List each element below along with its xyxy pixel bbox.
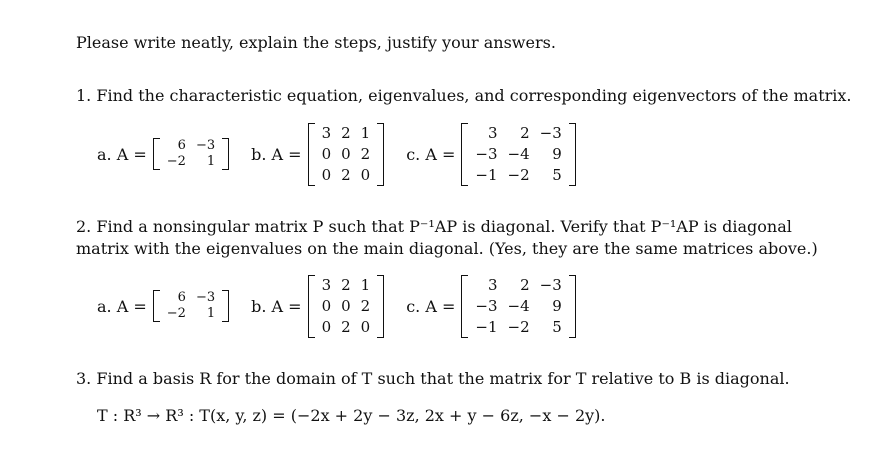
matrix-cell: 0: [321, 317, 332, 336]
matrix-cell: 9: [552, 144, 562, 163]
matrix-cell: −3: [475, 144, 498, 163]
matrix-cell: 9: [552, 296, 562, 315]
matrix-cell: −1: [475, 317, 498, 336]
matrix-b-label: b. A =: [251, 144, 302, 164]
matrix-b: [308, 123, 385, 186]
matrix-cell: −3: [539, 275, 562, 294]
matrix-cell: −2: [507, 317, 530, 336]
matrix-cell: 3: [487, 123, 498, 142]
matrix-cell: −1: [475, 165, 498, 184]
matrix-c-label: c. A =: [406, 144, 456, 164]
matrix-row: [470, 165, 566, 186]
matrix-row: [470, 317, 566, 338]
matrix-c: [461, 275, 575, 338]
matrix-row: [317, 275, 376, 296]
matrix-row: [317, 296, 376, 317]
matrix-cell: −4: [507, 296, 530, 315]
matrix-row: [162, 154, 220, 170]
matrix-cell: 3: [321, 123, 332, 142]
matrix-cell: 0: [341, 144, 351, 163]
matrix-cell: 1: [360, 275, 371, 294]
matrix-cell: 0: [321, 296, 332, 315]
matrix-row: [162, 138, 220, 154]
question-2-line-1: 2. Find a nonsingular matrix P such that P⁻¹AP is diagonal. Verify that P⁻¹AP is diagonal: [76, 217, 792, 236]
matrix-a: [153, 290, 229, 322]
matrix-cell: 2: [341, 165, 351, 184]
matrix-cell: 2: [520, 275, 530, 294]
matrix-cell: 0: [341, 296, 351, 315]
matrix-cell: −2: [166, 154, 186, 169]
question-2-matrices: [97, 272, 598, 340]
matrix-cell: −3: [195, 138, 216, 153]
matrix-row: [317, 144, 376, 165]
matrix-row: [162, 290, 220, 306]
matrix-cell: 2: [360, 144, 371, 163]
matrix-cell: 2: [341, 275, 351, 294]
matrix-cell: −4: [507, 144, 530, 163]
matrix-cell: −3: [195, 290, 216, 305]
question-1-text: 1. Find the characteristic equation, eigenvalues, and corresponding eigenvectors of the matrix.: [76, 86, 852, 105]
matrix-b-label: b. A =: [251, 296, 302, 316]
matrix-row: [317, 165, 376, 186]
question-3-line-2: T : R³ → R³ : T(x, y, z) = (−2x + 2y − 3z, 2x + y − 6z, −x − 2y).: [97, 406, 606, 425]
matrix-c-cells: [470, 123, 566, 186]
matrix-a: [153, 138, 229, 170]
matrix-c-cells: [470, 275, 566, 338]
matrix-cell: 2: [341, 317, 351, 336]
matrix-row: [470, 144, 566, 165]
matrix-cell: 1: [206, 154, 216, 169]
matrix-a-label: a. A =: [97, 296, 147, 316]
matrix-cell: −2: [166, 306, 186, 321]
matrix-row: [317, 317, 376, 338]
matrix-b: [308, 275, 385, 338]
matrix-cell: 0: [360, 165, 371, 184]
matrix-a-cells: [162, 138, 220, 170]
matrix-cell: 5: [552, 317, 562, 336]
matrix-cell: 2: [341, 123, 351, 142]
matrix-row: [162, 306, 220, 322]
matrix-a-cells: [162, 290, 220, 322]
matrix-cell: −3: [539, 123, 562, 142]
matrix-cell: 6: [177, 290, 186, 305]
matrix-a-label: a. A =: [97, 144, 147, 164]
matrix-cell: 1: [206, 306, 216, 321]
matrix-row: [470, 296, 566, 317]
question-1-matrices: [97, 120, 598, 188]
matrix-cell: −2: [507, 165, 530, 184]
matrix-b-cells: [317, 275, 376, 338]
matrix-cell: 0: [321, 165, 332, 184]
matrix-cell: 1: [360, 123, 371, 142]
matrix-row: [470, 275, 566, 296]
instructions-text: Please write neatly, explain the steps, justify your answers.: [76, 33, 556, 52]
matrix-cell: −3: [475, 296, 498, 315]
matrix-c-label: c. A =: [406, 296, 456, 316]
matrix-cell: 3: [487, 275, 498, 294]
matrix-b-cells: [317, 123, 376, 186]
matrix-cell: 3: [321, 275, 332, 294]
matrix-cell: 2: [520, 123, 530, 142]
matrix-cell: 0: [360, 317, 371, 336]
question-3-line-1: 3. Find a basis R for the domain of T such that the matrix for T relative to B is diagonal.: [76, 369, 790, 388]
matrix-row: [470, 123, 566, 144]
matrix-c: [461, 123, 575, 186]
matrix-cell: 6: [177, 138, 186, 153]
question-2-line-2: matrix with the eigenvalues on the main diagonal. (Yes, they are the same matrices above.): [76, 239, 818, 258]
matrix-cell: 5: [552, 165, 562, 184]
matrix-row: [317, 123, 376, 144]
matrix-cell: 0: [321, 144, 332, 163]
matrix-cell: 2: [360, 296, 371, 315]
